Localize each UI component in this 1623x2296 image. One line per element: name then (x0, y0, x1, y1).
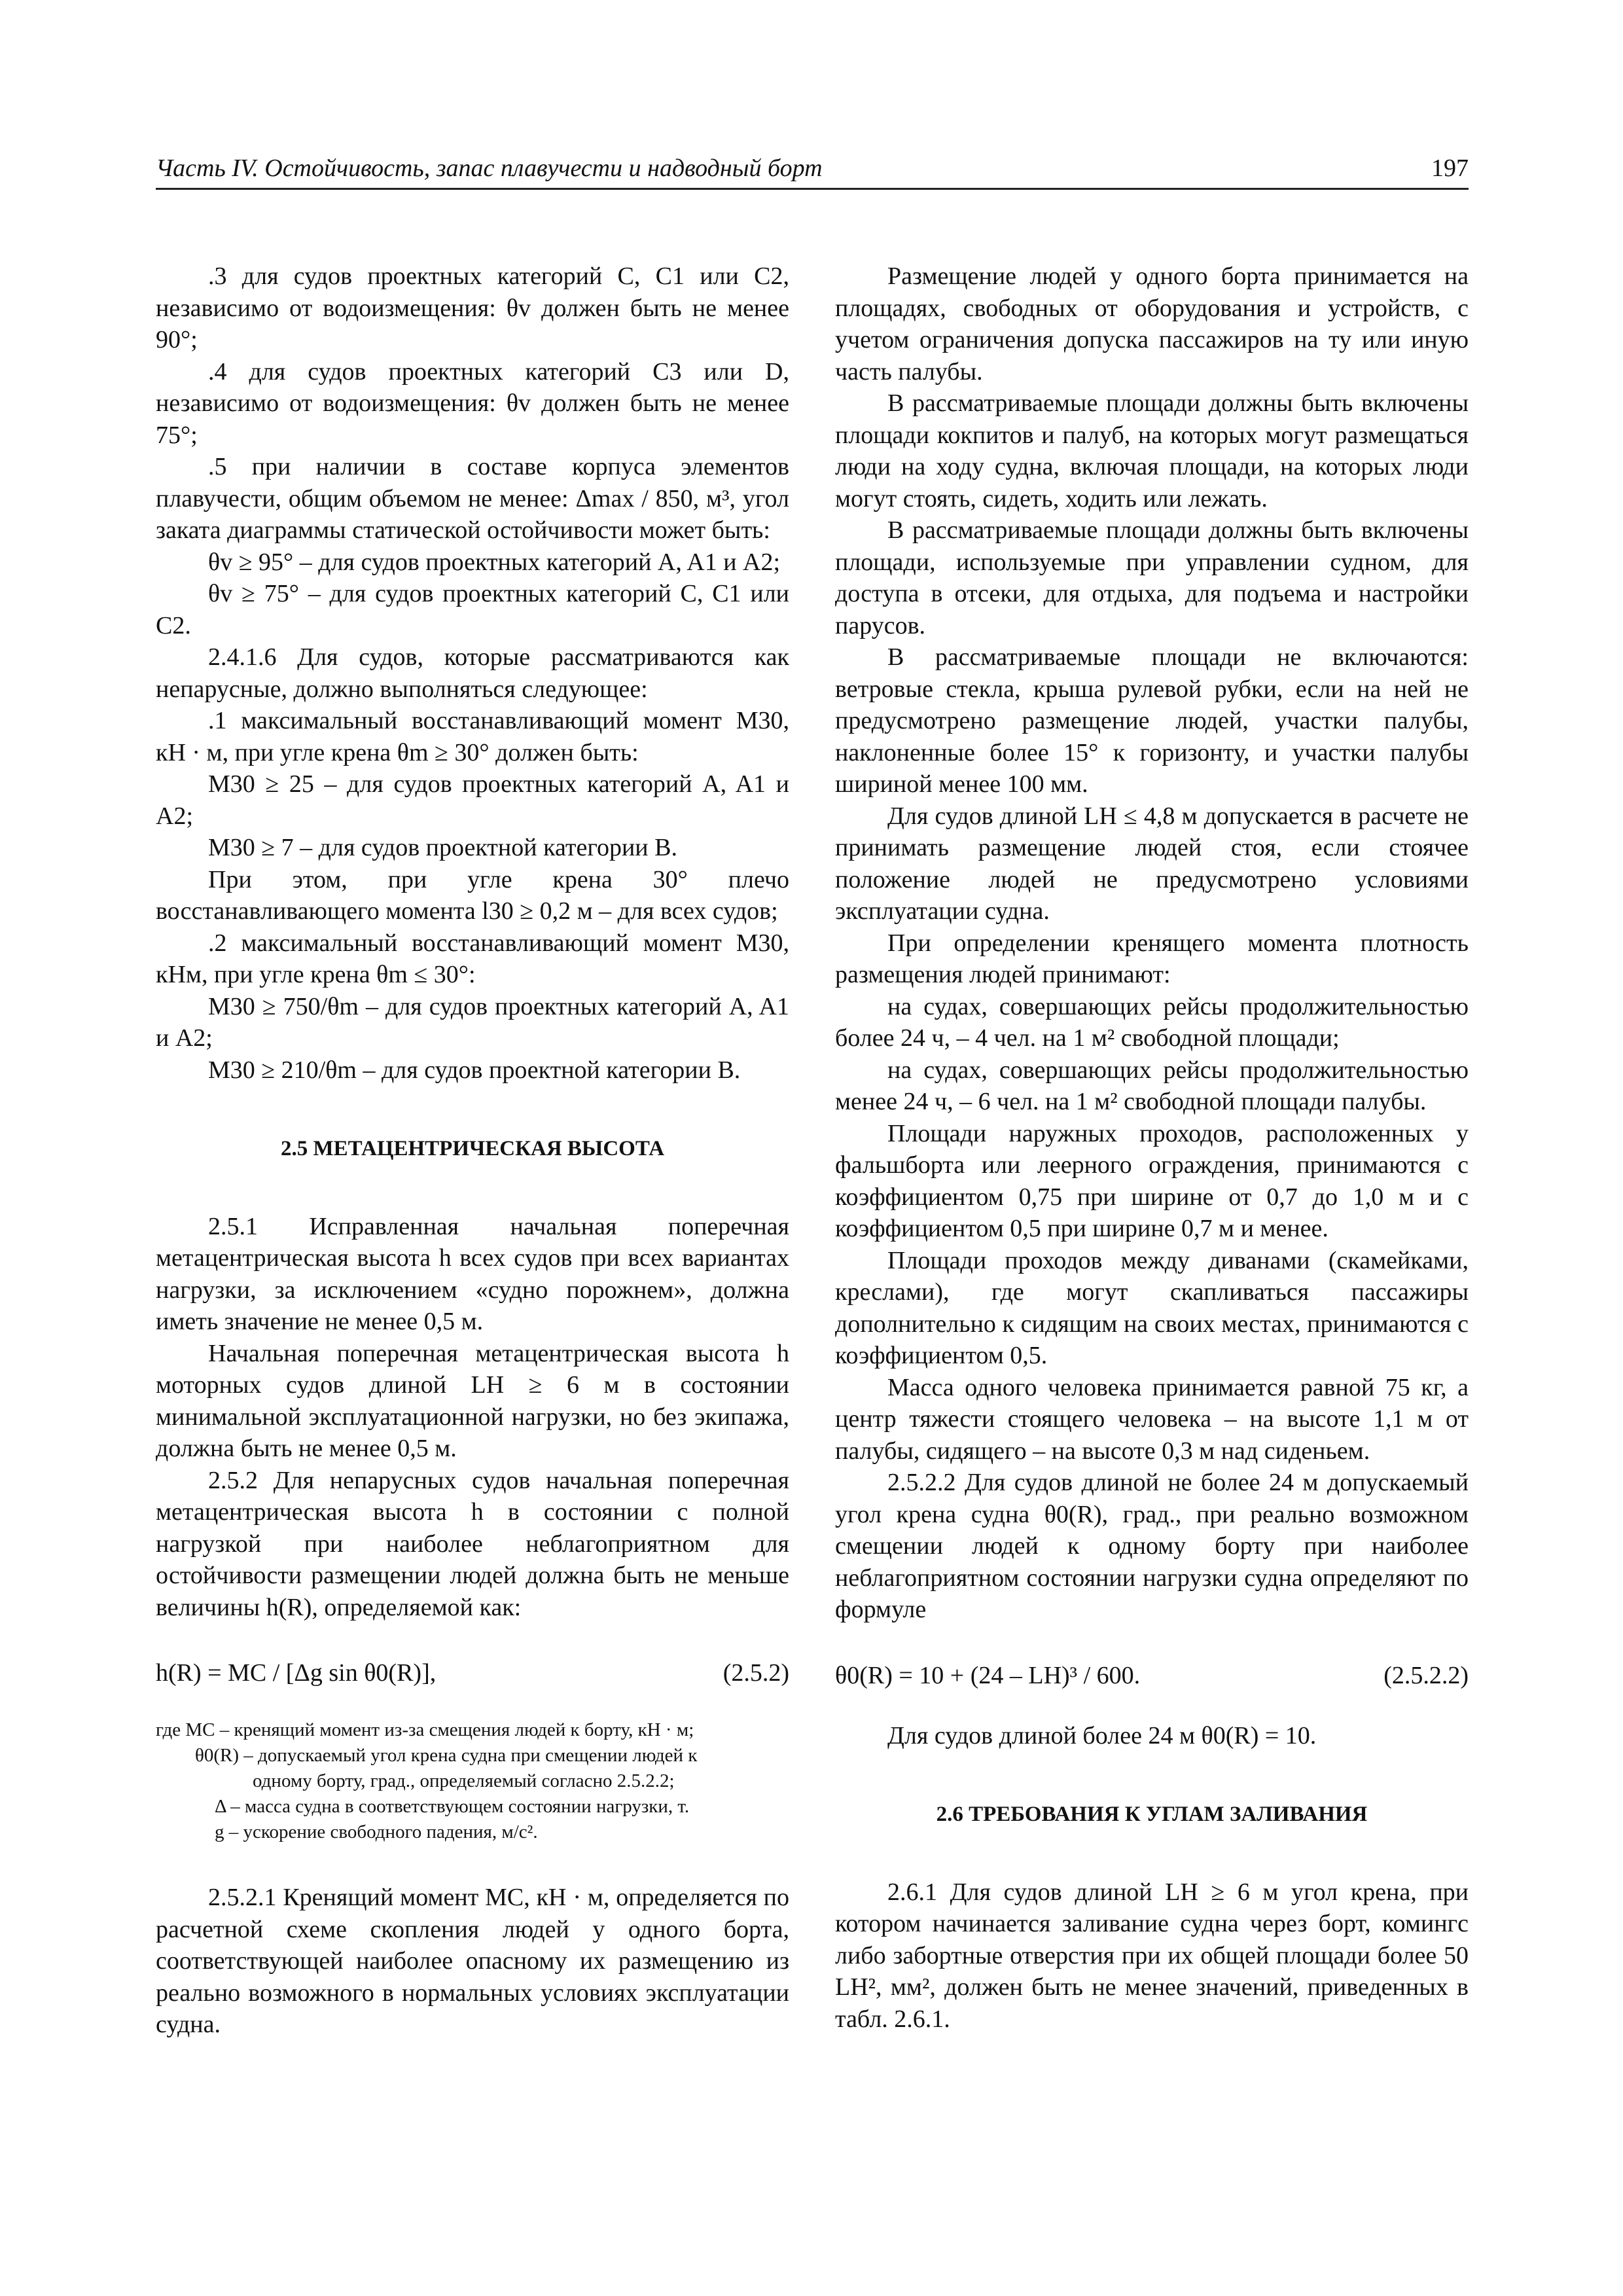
paragraph: 2.5.2 Для непарусных судов начальная поперечная метацентрическая высота h в состоянии с полной нагрузкой при наиболее неблагоприятном для остойчивости размещении людей должна быть не меньше величины h(R), определяемой как: (156, 1466, 789, 1621)
paragraph: M30 ≥ 750/θm – для судов проектных категорий A, A1 и A2; (156, 992, 789, 1052)
paragraph: .4 для судов проектных категорий C3 или D, независимо от водоизмещения: θv должен быть не менее 75°; (156, 357, 789, 449)
paragraph: .2 максимальный восстанавливающий момент M30, кНм, при угле крена θm ≤ 30°: (156, 929, 789, 988)
legend-line: Δ – масса судна в соответствующем состоянии нагрузки, т. (215, 1796, 690, 1817)
paragraph: .5 при наличии в составе корпуса элементов плавучести, общим объемом не менее: Δmax / 850, м³, угол заката диаграммы статической остойчивости может быть: (156, 453, 789, 544)
paragraph: θv ≥ 75° – для судов проектных категорий C, C1 или C2. (156, 580, 789, 639)
paragraph: 2.5.1 Исправленная начальная поперечная метацентрическая высота h всех судов при всех вариантах нагрузки, за исключением «судно порожнем», должна иметь значение не менее 0,5 м. (156, 1212, 789, 1335)
formula-text: h(R) = MC / [Δg sin θ0(R)], (156, 1659, 437, 1687)
legend-line: одному борту, град., определяемый согласно 2.5.2.2; (253, 1770, 675, 1791)
paragraph: 2.5.2.2 Для судов длиной не более 24 м допускаемый угол крена судна θ0(R), град., при реально возможном смещении людей к одному борту при наиболее неблагоприятном состоянии нагрузки судна определяют по формуле (835, 1469, 1469, 1623)
formula-number: (2.5.2) (722, 1659, 789, 1687)
paragraph: Площади проходов между диванами (скамейками, креслами), где могут скапливаться пассажиры дополнительно к сидящим на своих местах, принимаются с коэффициентом 0,5. (835, 1246, 1469, 1369)
left-column (156, 260, 789, 2041)
formula-legend (156, 1717, 789, 1845)
section-heading-2-6: 2.6 ТРЕБОВАНИЯ К УГЛАМ ЗАЛИВАНИЯ (936, 1803, 1368, 1826)
paragraph: Для судов длиной более 24 м θ0(R) = 10. (887, 1721, 1317, 1749)
formula-number: (2.5.2.2) (1383, 1661, 1469, 1689)
paragraph: на судах, совершающих рейсы продолжительностью менее 24 ч, – 6 чел. на 1 м² свободной площади палубы. (835, 1056, 1469, 1115)
paragraph: M30 ≥ 210/θm – для судов проектной категории B. (208, 1056, 741, 1084)
right-column (835, 260, 1469, 2035)
formula-2-5-2-2 (835, 1660, 1469, 1691)
paragraph: При этом, при угле крена 30° плечо восстанавливающего момента l30 ≥ 0,2 м – для всех судов; (156, 865, 789, 925)
paragraph: .3 для судов проектных категорий C, C1 или C2, независимо от водоизмещения: θv должен быть не менее 90°; (156, 262, 789, 353)
formula-2-5-2 (156, 1657, 789, 1689)
paragraph: 2.5.2.1 Кренящий момент MC, кН · м, определяется по расчетной схеме скопления людей у одного борта, соответствующей наиболее опасному их размещению из реально возможного в нормальных условиях эксплуатации судна. (156, 1884, 789, 2038)
page-header (156, 149, 1469, 190)
paragraph: В рассматриваемые площади не включаются: ветровые стекла, крыша рулевой рубки, если на ней не предусмотрено размещение людей, участки палубы, наклоненные более 15° к горизонту, и участки палубы шириной менее 100 мм. (835, 643, 1469, 798)
section-heading-2-5: 2.5 МЕТАЦЕНТРИЧЕСКАЯ ВЫСОТА (280, 1137, 665, 1160)
running-title: Часть IV. Остойчивость, запас плавучести и надводный борт (156, 154, 823, 182)
paragraph: θv ≥ 95° – для судов проектных категорий A, A1 и A2; (208, 548, 781, 576)
paragraph: Площади наружных проходов, расположенных у фальшборта или леерного ограждения, принимаются с коэффициентом 0,75 при ширине от 0,7 до 1,0 м и с коэффициентом 0,5 при ширине 0,7 м и менее. (835, 1119, 1469, 1242)
formula-text: θ0(R) = 10 + (24 – LH)³ / 600. (835, 1661, 1141, 1689)
legend-line: g – ускорение свободного падения, м/с². (215, 1821, 538, 1842)
legend-line: где MC – кренящий момент из-за смещения людей к борту, кН · м; (156, 1719, 694, 1740)
paragraph: Масса одного человека принимается равной 75 кг, а центр тяжести стоящего человека – на высоте 1,1 м от палубы, сидящего – на высоте 0,3 м над сиденьем. (835, 1373, 1469, 1465)
paragraph: В рассматриваемые площади должны быть включены площади кокпитов и палуб, на которых могут размещаться люди на ходу судна, включая площади, на которых люди могут стоять, сидеть, ходить или лежать. (835, 389, 1469, 512)
paragraph: 2.4.1.6 Для судов, которые рассматриваются как непарусные, должно выполняться следующее: (156, 643, 789, 703)
paragraph: При определении кренящего момента плотность размещения людей принимают: (835, 929, 1469, 988)
paragraph: Для судов длиной LH ≤ 4,8 м допускается в расчете не принимать размещение людей стоя, если стоячее положение людей не предусмотрено условиями эксплуатации судна. (835, 802, 1469, 925)
paragraph: M30 ≥ 7 – для судов проектной категории B. (208, 834, 677, 861)
paragraph: .1 максимальный восстанавливающий момент M30, кН · м, при угле крена θm ≥ 30° должен быть: (156, 707, 789, 766)
paragraph: В рассматриваемые площади должны быть включены площади, используемые при управлении судном, для доступа в отсеки, для отдыха, для подъема и настройки парусов. (835, 516, 1469, 639)
paragraph: Размещение людей у одного борта принимается на площадях, свободных от оборудования и устройств, с учетом ограничения допуска пассажиров на ту или иную часть палубы. (835, 262, 1469, 386)
paragraph: Начальная поперечная метацентрическая высота h моторных судов длиной LH ≥ 6 м в состоянии минимальной эксплуатационной нагрузки, но без экипажа, должна быть не менее 0,5 м. (156, 1339, 789, 1462)
paragraph: M30 ≥ 25 – для судов проектных категорий A, A1 и A2; (156, 770, 789, 830)
page-number: 197 (1431, 154, 1469, 182)
paragraph: 2.6.1 Для судов длиной LH ≥ 6 м угол крена, при котором начинается заливание судна через борт, комингс либо забортные отверстия при их общей площади более 50 LH², мм², должен быть не менее значений, приведенных в табл. 2.6.1. (835, 1878, 1469, 2033)
paragraph: на судах, совершающих рейсы продолжительностью более 24 ч, – 4 чел. на 1 м² свободной площади; (835, 992, 1469, 1052)
legend-line: θ0(R) – допускаемый угол крена судна при смещении людей к (195, 1745, 698, 1766)
